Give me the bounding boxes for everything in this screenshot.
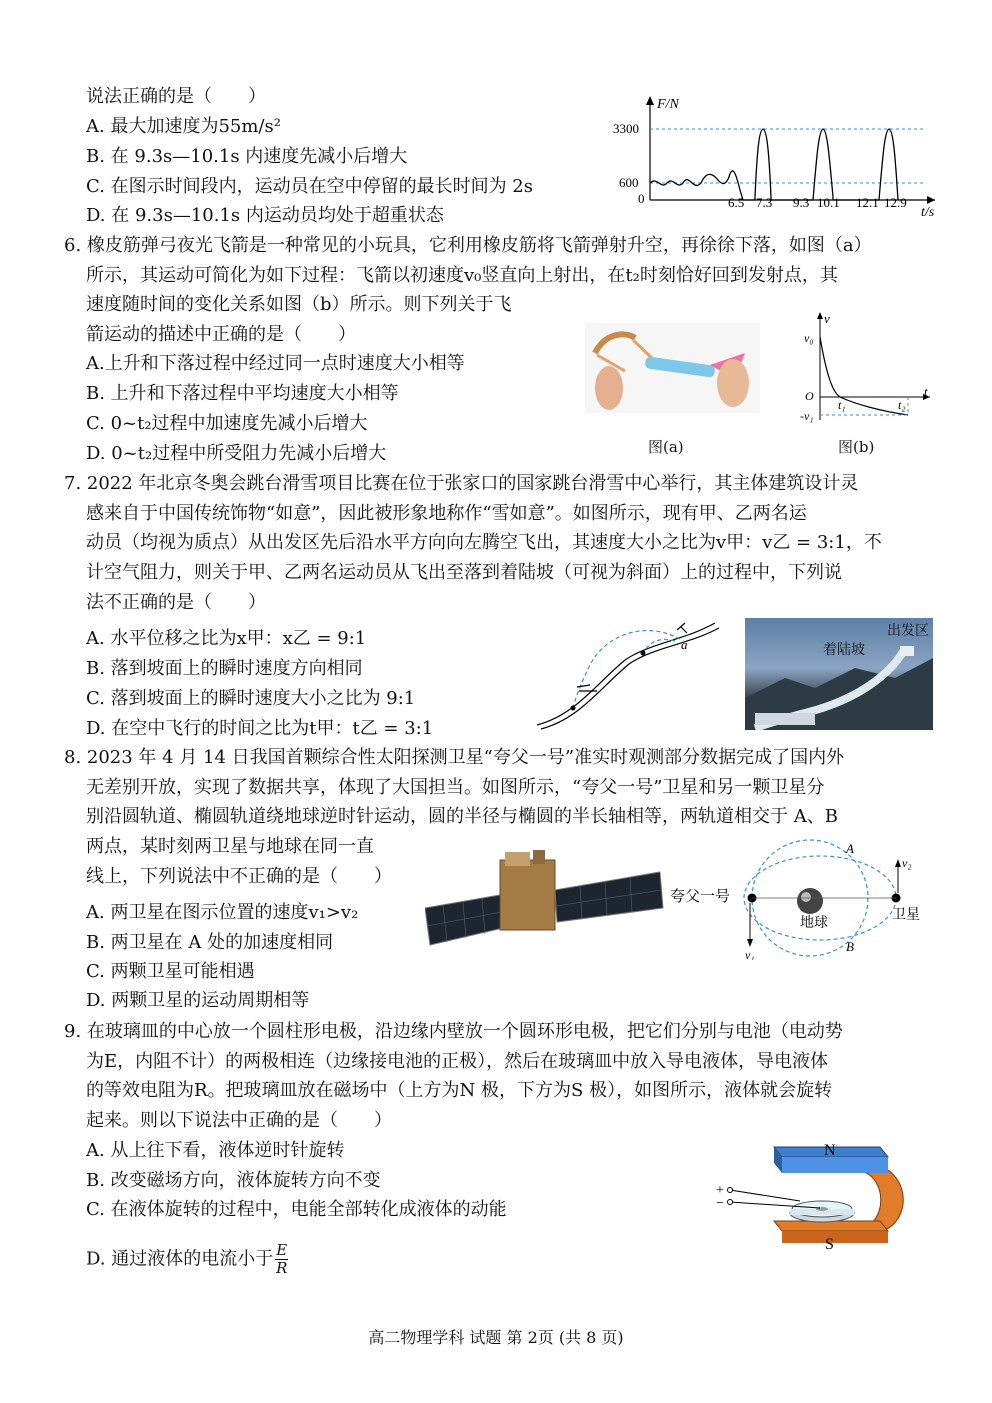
south-pole-label: S [825,1236,834,1253]
y-axis-label: F/N [657,97,679,112]
q5-stem-tail: 说法正确的是（ ） [86,86,266,107]
v2-label: v₂ [902,856,912,870]
fraction-numerator: E [276,1241,288,1259]
force-curve [650,129,898,200]
fraction-e-over-r [275,1242,288,1277]
x-tick-12.1: 12.1 [856,195,879,210]
earth-sphere [797,888,823,914]
x-tick-6.5: 6.5 [728,195,745,210]
point-B-label: B [846,939,854,954]
x-tick-7.3: 7.3 [756,195,773,210]
q8-line-2: 无差别开放，实现了数据共享，体现了大国担当。如图所示，“夸父一号”卫星和另一颗卫星分 [86,777,825,798]
magnet-diagram [712,1135,912,1255]
q9-line-1: 9. 在玻璃皿的中心放一个圆柱形电极，沿边缘内壁放一个圆环形电极，把它们分别与电池（电动势 [64,1021,843,1042]
q8-line-5: 线上，下列说法中不正确的是（ ） [86,866,392,887]
y-tick-600: 600 [619,175,639,190]
velocity-time-graph [800,312,935,424]
neg-v1-label: -v₁ [800,409,814,423]
point-a-label: a [681,637,688,652]
x-tick-9.3: 9.3 [793,195,810,210]
q9-line-2: 为E，内阻不计）的两极相连（边缘接电池的正极），然后在玻璃皿中放入导电液体，导电液体 [86,1051,829,1072]
q6-line-2: 所示，其运动可简化为如下过程：飞箭以初速度v₀竖直向上射出，在t₂时刻恰好回到发射点，其 [86,265,838,286]
q5-option-c: C. 在图示时间段内，运动员在空中停留的最长时间为 2s [86,176,533,197]
fig-a-caption: 图(a) [648,438,684,456]
force-time-graph [605,92,945,217]
minus-terminal-label: − [716,1196,724,1211]
q9-option-a: A. 从上往下看，液体逆时针旋转 [86,1140,345,1161]
north-pole-label: N [824,1142,836,1159]
q8-option-b: B. 两卫星在 A 处的加速度相同 [86,932,334,953]
landing-slope-label: 着陆坡 [823,642,865,658]
q9-line-4: 起来。则以下说法中正确的是（ ） [86,1110,392,1131]
x-tick-12.9: 12.9 [884,195,907,210]
fig-b-caption: 图(b) [838,438,875,456]
q7-line-5: 法不正确的是（ ） [86,592,266,613]
q8-line-4: 两点，某时刻两卫星与地球在同一直 [86,836,374,857]
kuafu-label: 夸父一号 [670,889,731,905]
q7-line-1: 7. 2022 年北京冬奥会跳台滑雪项目比赛在位于张家口的国家跳台滑雪中心举行，其主体建筑设计灵 [64,473,859,494]
q8-line-1: 8. 2023 年 4 月 14 日我国首颗综合性太阳探测卫星“夸父一号”准实时观测部分数据完成了国内外 [64,747,845,768]
y-tick-3300: 3300 [613,121,639,136]
fraction-denominator: R [276,1259,288,1277]
point-A-label: A [846,841,854,856]
origin-label: 0 [638,191,645,206]
q6-option-a: A.上升和下落过程中经过同一点时速度大小相等 [86,353,465,374]
satellite-photo [425,850,665,955]
v-axis-label: v [824,312,830,326]
earth-label: 地球 [800,916,828,931]
start-zone-label: 出发区 [887,623,929,639]
q7-option-d: D. 在空中飞行的时间之比为t甲：t乙 = 3:1 [86,718,434,739]
q6-line-4: 箭运动的描述中正确的是（ ） [86,324,356,345]
q7-line-2: 感来自于中国传统饰物“如意”，因此被形象地称作“雪如意”。如图所示，现有甲、乙两名运 [86,503,807,524]
q6-option-c: C. 0~t₂过程中加速度先减小后增大 [86,413,368,434]
q7-line-3: 动员（均视为质点）从出发区先后沿水平方向向左腾空飞出，其速度大小之比为v甲：v乙 = 3:1，不 [86,532,882,553]
q6-line-3: 速度随时间的变化关系如图（b）所示。则下列关于飞 [86,294,512,315]
page-footer: 高二物理学科 试题 第 2页 (共 8 页) [368,1328,624,1347]
q9-option-b: B. 改变磁场方向，液体旋转方向不变 [86,1170,381,1191]
q6-option-b: B. 上升和下落过程中平均速度大小相等 [86,383,399,404]
x-tick-10.1: 10.1 [817,195,840,210]
q9-option-c: C. 在液体旋转的过程中，电能全部转化成液体的动能 [86,1199,507,1220]
orbit-diagram [670,835,935,960]
q7-option-a: A. 水平位移之比为x甲：x乙 = 9:1 [86,628,367,649]
v0-label: v₀ [804,331,814,345]
q9-line-3: 的等效电阻为R。把玻璃皿放在磁场中（上方为N 极，下方为S 极），如图所示，液体就会旋转 [86,1080,833,1101]
q8-option-d: D. 两颗卫星的运动周期相等 [86,990,310,1011]
q8-option-a: A. 两卫星在图示位置的速度v₁>v₂ [86,902,359,923]
q6-line-1: 6. 橡皮筋弹弓夜光飞箭是一种常见的小玩具，它利用橡皮筋将飞箭弹射升空，再徐徐下落，如图（a） [64,235,872,256]
x-axis-label: t/s [921,205,935,217]
q6-option-d: D. 0~t₂过程中所受阻力先减小后增大 [86,443,387,464]
t2-label: t₂ [898,398,906,412]
q9-option-d [86,1242,288,1277]
ski-jump-diagram [535,615,725,730]
plus-terminal-label: + [716,1183,724,1198]
t1-label: t₁ [838,398,846,412]
q5-option-a: A. 最大加速度为55m/s² [86,116,281,137]
q9-option-d-text: D. 通过液体的电流小于 [86,1248,274,1270]
q8-line-3: 别沿圆轨道、椭圆轨道绕地球逆时针运动，圆的半径与椭圆的半长轴相等，两轨道相交于 A、B [86,806,838,827]
origin-o-label: O [805,389,814,403]
slingshot-photo [585,323,760,413]
ski-jump-photo [745,618,933,730]
v1-label: v₁ [745,948,755,960]
q8-option-c: C. 两颗卫星可能相遇 [86,961,255,982]
q7-option-b: B. 落到坡面上的瞬时速度方向相同 [86,658,363,679]
q7-option-c: C. 落到坡面上的瞬时速度大小之比为 9:1 [86,688,416,709]
q7-line-4: 计空气阻力，则关于甲、乙两名运动员从飞出至落到着陆坡（可视为斜面）上的过程中，下列说 [86,562,842,583]
q5-option-b: B. 在 9.3s—10.1s 内速度先减小后增大 [86,146,408,167]
satellite-label: 卫星 [892,908,920,923]
t-axis-label: t [924,384,928,399]
q5-option-d: D. 在 9.3s—10.1s 内运动员均处于超重状态 [86,205,444,226]
